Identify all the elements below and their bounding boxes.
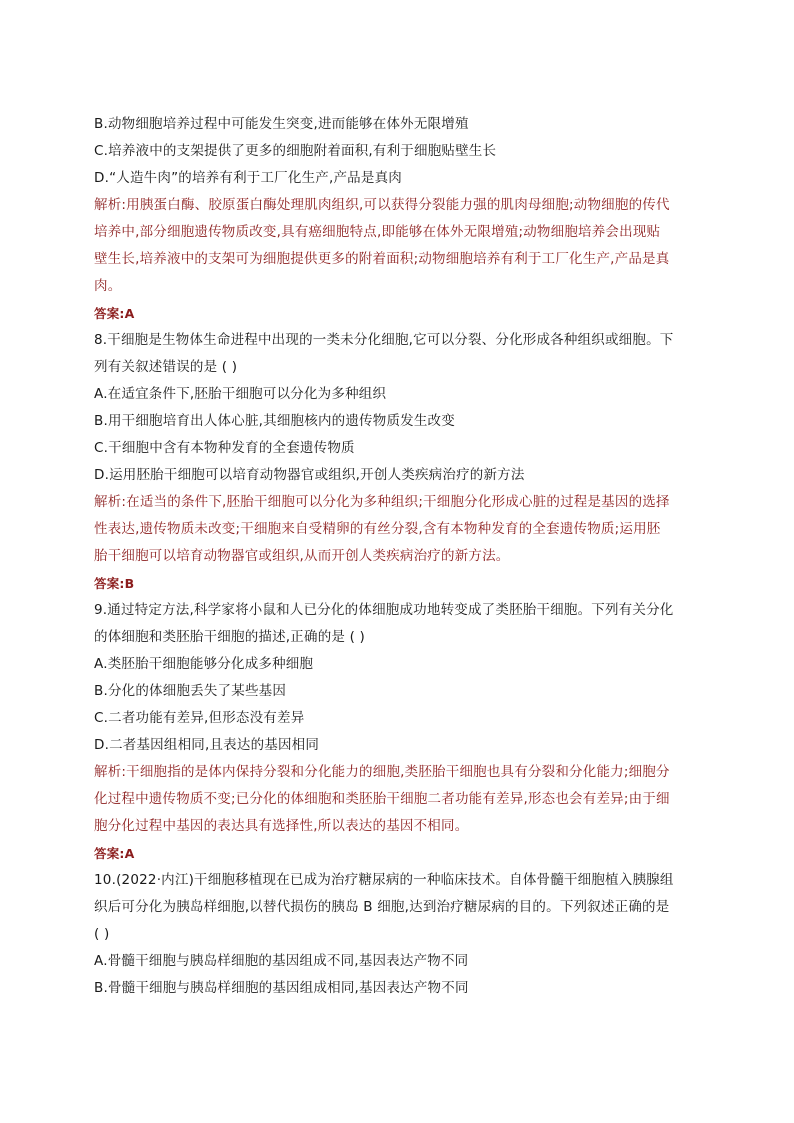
q9-option-c: C.二者功能有差异,但形态没有差异 bbox=[94, 710, 305, 726]
q7-answer: 答案:A bbox=[94, 306, 135, 321]
q10-stem-line: ( ) bbox=[94, 926, 110, 942]
q9-explanation-line: 解析:干细胞指的是体内保持分裂和分化能力的细胞,类胚胎干细胞也具有分裂和分化能力;细胞分 bbox=[94, 764, 670, 780]
q7-explanation-line: 培养中,部分细胞遗传物质改变,具有癌细胞特点,即能够在体外无限增殖;动物细胞培养会出现贴 bbox=[94, 224, 661, 240]
q10-option-b: B.骨髓干细胞与胰岛样细胞的基因组成相同,基因表达产物不同 bbox=[94, 980, 469, 996]
q8-option-a: A.在适宜条件下,胚胎干细胞可以分化为多种组织 bbox=[94, 386, 387, 402]
q7-option-d: D.“人造牛肉”的培养有利于工厂化生产,产品是真肉 bbox=[94, 170, 402, 186]
q9-explanation-line: 化过程中遗传物质不变;已分化的体细胞和类胚胎干细胞二者功能有差异,形态也会有差异;由于细 bbox=[94, 791, 670, 807]
q10-option-a: A.骨髓干细胞与胰岛样细胞的基因组成不同,基因表达产物不同 bbox=[94, 953, 469, 969]
q8-stem-line: 8.干细胞是生物体生命进程中出现的一类未分化细胞,它可以分裂、分化形成各种组织或细胞。下 bbox=[94, 332, 674, 348]
q7-option-b: B.动物细胞培养过程中可能发生突变,进而能够在体外无限增殖 bbox=[94, 116, 469, 132]
q8-explanation-line: 胎干细胞可以培育动物器官或组织,从而开创人类疾病治疗的新方法。 bbox=[94, 548, 510, 564]
q7-option-c: C.培养液中的支架提供了更多的细胞附着面积,有利于细胞贴壁生长 bbox=[94, 143, 497, 159]
q9-answer: 答案:A bbox=[94, 846, 135, 861]
q10-stem-line: 织后可分化为胰岛样细胞,以替代损伤的胰岛 B 细胞,达到治疗糖尿病的目的。下列叙述正确的是 bbox=[94, 899, 670, 915]
q9-option-a: A.类胚胎干细胞能够分化成多种细胞 bbox=[94, 656, 314, 672]
q8-answer: 答案:B bbox=[94, 576, 135, 591]
q7-explanation-line: 壁生长,培养液中的支架可为细胞提供更多的附着面积;动物细胞培养有利于工厂化生产,产品是真 bbox=[94, 251, 670, 267]
q9-explanation-line: 胞分化过程中基因的表达具有选择性,所以表达的基因不相同。 bbox=[94, 818, 469, 834]
q7-explanation-line: 解析:用胰蛋白酶、胶原蛋白酶处理肌肉组织,可以获得分裂能力强的肌肉母细胞;动物细胞的传代 bbox=[94, 197, 670, 213]
q8-explanation-line: 性表达,遗传物质未改变;干细胞来自受精卵的有丝分裂,含有本物种发育的全套遗传物质;运用胚 bbox=[94, 521, 661, 537]
document-page bbox=[94, 111, 704, 1002]
q8-stem-line: 列有关叙述错误的是 ( ) bbox=[94, 359, 238, 375]
q8-explanation-line: 解析:在适当的条件下,胚胎干细胞可以分化为多种组织;干细胞分化形成心脏的过程是基因的选择 bbox=[94, 494, 670, 510]
q8-option-b: B.用干细胞培育出人体心脏,其细胞核内的遗传物质发生改变 bbox=[94, 413, 455, 429]
q9-option-d: D.二者基因组相同,且表达的基因相同 bbox=[94, 737, 320, 753]
q9-stem-line: 的体细胞和类胚胎干细胞的描述,正确的是 ( ) bbox=[94, 629, 366, 645]
q9-stem-line: 9.通过特定方法,科学家将小鼠和人已分化的体细胞成功地转变成了类胚胎干细胞。下列有关分化 bbox=[94, 602, 674, 618]
q7-explanation-line: 肉。 bbox=[94, 278, 122, 294]
q8-option-c: C.干细胞中含有本物种发育的全套遗传物质 bbox=[94, 440, 355, 456]
q8-option-d: D.运用胚胎干细胞可以培育动物器官或组织,开创人类疾病治疗的新方法 bbox=[94, 467, 525, 483]
q9-option-b: B.分化的体细胞丢失了某些基因 bbox=[94, 683, 287, 699]
q10-stem-line: 10.(2022·内江)干细胞移植现在已成为治疗糖尿病的一种临床技术。自体骨髓干细胞植入胰腺组 bbox=[94, 872, 674, 888]
